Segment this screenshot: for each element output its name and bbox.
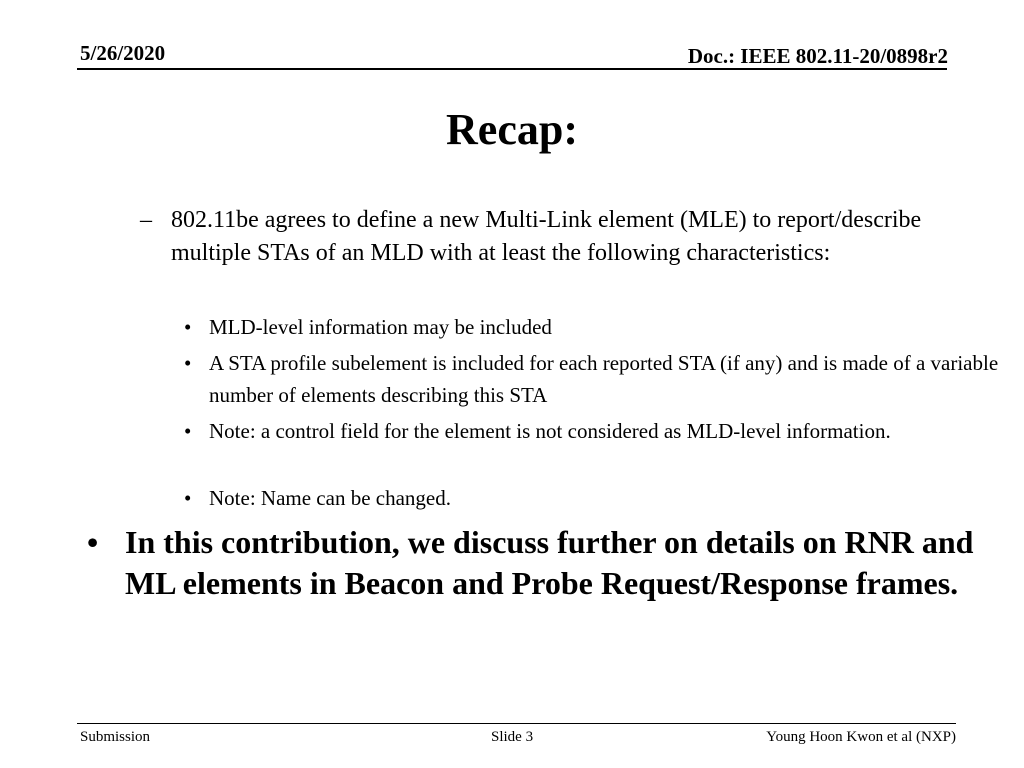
- footer-slide-number: Slide 3: [491, 729, 534, 745]
- nested-bullet-text: A STA profile subelement is included for each reported STA (if any) and is made of a variable number of elements describing this STA: [209, 351, 999, 407]
- bullet-marker: •: [184, 486, 192, 510]
- main-bullet-contribution: [87, 522, 987, 604]
- nested-bullet-mld-info: [184, 311, 1004, 343]
- slide-title: Recap:: [446, 105, 578, 154]
- nested-bullet-text: MLD-level information may be included: [209, 315, 552, 339]
- bullet-marker: •: [184, 315, 192, 339]
- bullet-marker: •: [184, 419, 192, 443]
- bullet-marker: •: [184, 351, 192, 375]
- header-doc-id: Doc.: IEEE 802.11-20/0898r2: [687, 44, 948, 68]
- sub-bullet-intro: [140, 204, 970, 270]
- nested-bullet-text: Note: a control field for the element is not considered as MLD-level information.: [209, 419, 891, 443]
- bullet-marker: •: [87, 524, 99, 560]
- header-date: 5/26/2020: [80, 41, 166, 65]
- header-divider: [77, 68, 947, 70]
- nested-bullet-text: Note: Name can be changed.: [209, 486, 451, 510]
- footer-submission: Submission: [80, 729, 151, 745]
- nested-bullet-control-field-note: [184, 415, 1004, 447]
- nested-bullet-name-note: [184, 482, 1004, 514]
- dash-marker: –: [140, 207, 152, 233]
- footer-author: Young Hoon Kwon et al (NXP): [766, 729, 956, 745]
- main-bullet-text: In this contribution, we discuss further on details on RNR and ML elements in Beacon and Probe Request/Response frames.: [125, 524, 974, 601]
- footer-divider: [77, 723, 956, 724]
- nested-bullet-sta-profile: [184, 347, 1004, 411]
- sub-bullet-intro-text: 802.11be agrees to define a new Multi-Link element (MLE) to report/describe multiple STAs of an MLD with at least the following characteristics:: [171, 207, 922, 266]
